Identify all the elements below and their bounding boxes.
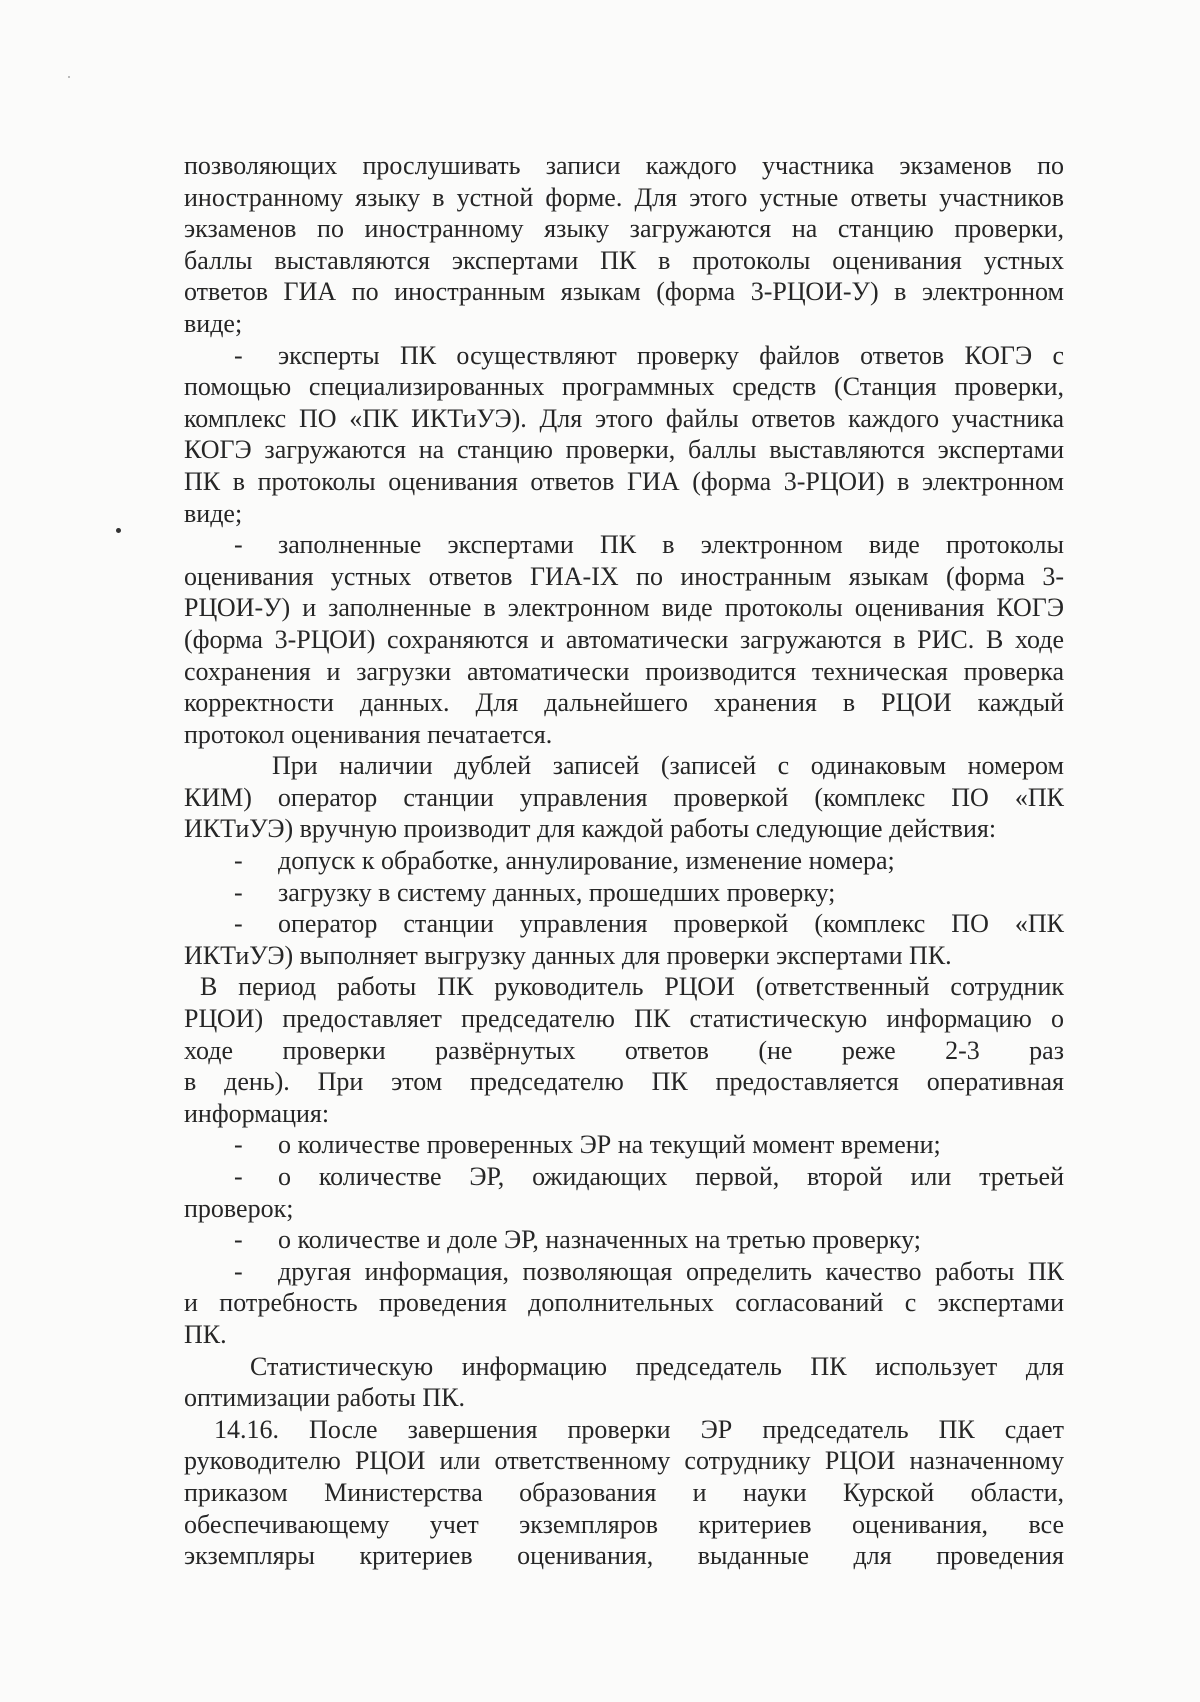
list-item: [184, 340, 1064, 372]
text-line: в день). При этом председателю ПК предоставляется оперативная: [184, 1067, 1064, 1097]
text-line: обеспечивающему учет экземпляров критериев оценивания, все: [184, 1509, 1064, 1539]
list-item-text: о количестве и доле ЭР, назначенных на третью проверку;: [278, 1225, 921, 1255]
list-item-text: другая информация, позволяющая определить качество работы ПК: [278, 1256, 1064, 1286]
list-item: [184, 1161, 1064, 1193]
scan-speck: [68, 76, 70, 78]
list-item-text: допуск к обработке, аннулирование, изменение номера;: [278, 846, 895, 876]
text-line: экзаменов по иностранному языку загружаются на станцию проверки,: [184, 214, 1064, 244]
text-line: КИМ) оператор станции управления проверкой (комплекс ПО «ПК: [184, 782, 1064, 812]
scan-dot: [116, 528, 121, 533]
text-line: и потребность проведения дополнительных согласований с экспертами: [184, 1288, 1064, 1318]
text-line: позволяющих прослушивать записи каждого участника экзаменов по: [184, 151, 1064, 180]
text-line: комплекс ПО «ПК ИКТиУЭ). Для этого файлы ответов каждого участника: [184, 403, 1064, 433]
text-line: (форма 3-РЦОИ) сохраняются и автоматически загружаются в РИС. В ходе: [184, 624, 1064, 654]
list-item-text: эксперты ПК осуществляют проверку файлов ответов КОГЭ с: [278, 340, 1064, 370]
paragraph-first-line: Статистическую информацию председатель ПК использует для: [250, 1351, 1064, 1381]
text-line: виде;: [184, 498, 243, 528]
text-line: оптимизации работы ПК.: [184, 1383, 465, 1413]
list-dash: -: [234, 1256, 243, 1286]
paragraph-first-line: В период работы ПК руководитель РЦОИ (ответственный сотрудник: [200, 972, 1064, 1002]
document-body: [184, 150, 1064, 1572]
text-line: ПК.: [184, 1319, 227, 1349]
list-dash: -: [234, 530, 243, 560]
text-line: иностранному языку в устной форме. Для этого устные ответы участников: [184, 182, 1064, 212]
text-line: руководителю РЦОИ или ответственному сотруднику РЦОИ назначенному: [184, 1446, 1064, 1476]
text-line: сохранения и загрузки автоматически производится техническая проверка: [184, 656, 1064, 686]
list-item: [184, 877, 1064, 909]
text-line: приказом Министерства образования и науки Курской области,: [184, 1477, 1064, 1507]
list-item-text: заполненные экспертами ПК в электронном виде протоколы: [278, 530, 1064, 560]
list-item: [184, 1129, 1064, 1161]
list-item: [184, 529, 1064, 561]
text-line: РЦОИ-У) и заполненные в электронном виде протоколы оценивания КОГЭ: [184, 593, 1064, 623]
text-line: корректности данных. Для дальнейшего хранения в РЦОИ каждый: [184, 688, 1064, 718]
list-dash: -: [234, 846, 243, 876]
text-line: ИКТиУЭ) выполняет выгрузку данных для проверки экспертами ПК.: [184, 940, 952, 970]
text-line: виде;: [184, 308, 243, 338]
text-line: баллы выставляются экспертами ПК в протоколы оценивания устных: [184, 245, 1064, 275]
list-item: [184, 1256, 1064, 1288]
list-item-text: загрузку в систему данных, прошедших проверку;: [278, 877, 836, 907]
text-line: протокол оценивания печатается.: [184, 719, 553, 749]
list-dash: -: [234, 1162, 243, 1191]
text-line: ИКТиУЭ) вручную производит для каждой работы следующие действия:: [184, 814, 997, 844]
list-item: [184, 1224, 1064, 1256]
text-line: ходе проверки развёрнутых ответов (не реже 2-3 раз: [184, 1035, 1064, 1065]
list-item: [184, 908, 1064, 940]
text-line: ПК в протоколы оценивания ответов ГИА (форма 3-РЦОИ) в электронном: [184, 466, 1064, 496]
list-item-text: о количестве проверенных ЭР на текущий момент времени;: [278, 1130, 941, 1160]
list-dash: -: [234, 340, 243, 370]
list-dash: -: [234, 1225, 243, 1255]
text-line: проверок;: [184, 1193, 294, 1223]
list-item: [184, 845, 1064, 877]
list-dash: -: [234, 909, 243, 939]
text-line: ответов ГИА по иностранным языкам (форма 3-РЦОИ-У) в электронном: [184, 277, 1064, 307]
list-item-text: о количестве ЭР, ожидающих первой, второй или третьей: [278, 1162, 1064, 1191]
paragraph-first-line: При наличии дублей записей (записей с одинаковым номером: [272, 751, 1064, 781]
section-paragraph-first-line: 14.16. После завершения проверки ЭР председатель ПК сдает: [214, 1414, 1064, 1444]
list-dash: -: [234, 1130, 243, 1160]
list-item-text: оператор станции управления проверкой (комплекс ПО «ПК: [278, 909, 1064, 939]
text-line: экземпляры критериев оценивания, выданные для проведения: [184, 1541, 1064, 1571]
text-line: КОГЭ загружаются на станцию проверки, баллы выставляются экспертами: [184, 435, 1064, 465]
text-line: оценивания устных ответов ГИА-IX по иностранным языкам (форма 3-: [184, 561, 1064, 591]
text-line: помощью специализированных программных средств (Станция проверки,: [184, 372, 1064, 402]
text-line: РЦОИ) предоставляет председателю ПК статистическую информацию о: [184, 1004, 1064, 1034]
text-line: информация:: [184, 1098, 330, 1128]
list-dash: -: [234, 877, 243, 907]
